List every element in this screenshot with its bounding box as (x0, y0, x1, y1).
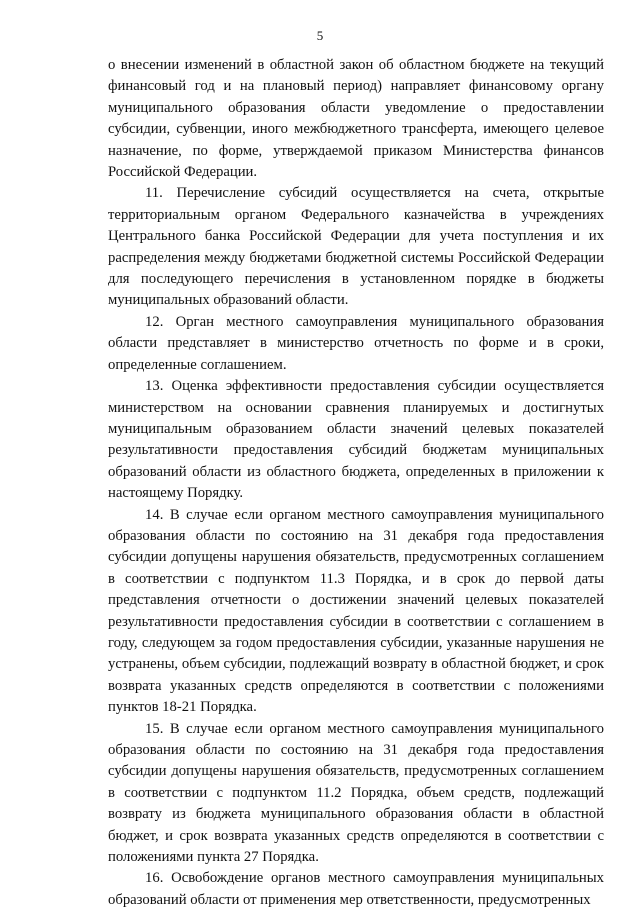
paragraph-12: 12. Орган местного самоуправления муниципального образования области представляет в министерство отчетность по форме и в сроки, определенные соглашением. (108, 313, 604, 373)
paragraph-15: 15. В случае если органом местного самоуправления муниципального образования области по состоянию на 31 декабря года предоставления субсидии допущены нарушения обязательств, предусмотренных соглашением в соответствии с подпунктом 11.2 Порядка, объем средств, подлежащий возврату из бюджета муниципального образования области в областной бюджет, и срок возврата указанных средств определяются в соответствии с положениями пункта 27 Порядка. (108, 720, 604, 866)
paragraph-continuation: о внесении изменений в областной закон об областном бюджете на текущий финансовый год и на плановый период) направляет финансовому органу муниципального образования области уведомление о предоставлении субсидии, субвенции, иного межбюджетного трансферта, имеющего целевое назначение, по форме, утверждаемой приказом Министерства финансов Российской Федерации. (108, 57, 604, 181)
paragraph-13: 13. Оценка эффективности предоставления субсидии осуществляется министерством на основании сравнения планируемых и достигнутых муниципальным образованием области значений целевых показателей результативности предоставления субсидий бюджетам муниципальных образований области из областного бюджета, определенных в приложении к настоящему Порядку. (108, 378, 604, 502)
paragraph-16: 16. Освобождение органов местного самоуправления муниципальных образований области от применения мер ответственности, предусмотренных (108, 870, 604, 908)
page-number: 5 (316, 28, 324, 43)
paragraph-11: 11. Перечисление субсидий осуществляется на счета, открытые территориальным органом Федерального казначейства в учреждениях Центрального банка Российской Федерации для учета поступления и их распределения между бюджетами бюджетной системы Российской Федерации для последующего перечисления в установленном порядке в бюджеты муниципальных образований области. (108, 185, 604, 309)
document-body (108, 55, 604, 911)
paragraph-14: 14. В случае если органом местного самоуправления муниципального образования области по состоянию на 31 декабря года предоставления субсидии допущены нарушения обязательств, предусмотренных соглашением в соответствии с подпунктом 11.3 Порядка, и в срок до первой даты представления отчетности о достижении значений целевых показателей результативности предоставления субсидии в соответствии с соглашением в году, следующем за годом предоставления субсидии, указанные нарушения не устранены, объем субсидии, подлежащий возврату в областной бюджет, и срок возврата указанных средств определяются в соответствии с положениями пунктов 18-21 Порядка. (108, 506, 604, 716)
